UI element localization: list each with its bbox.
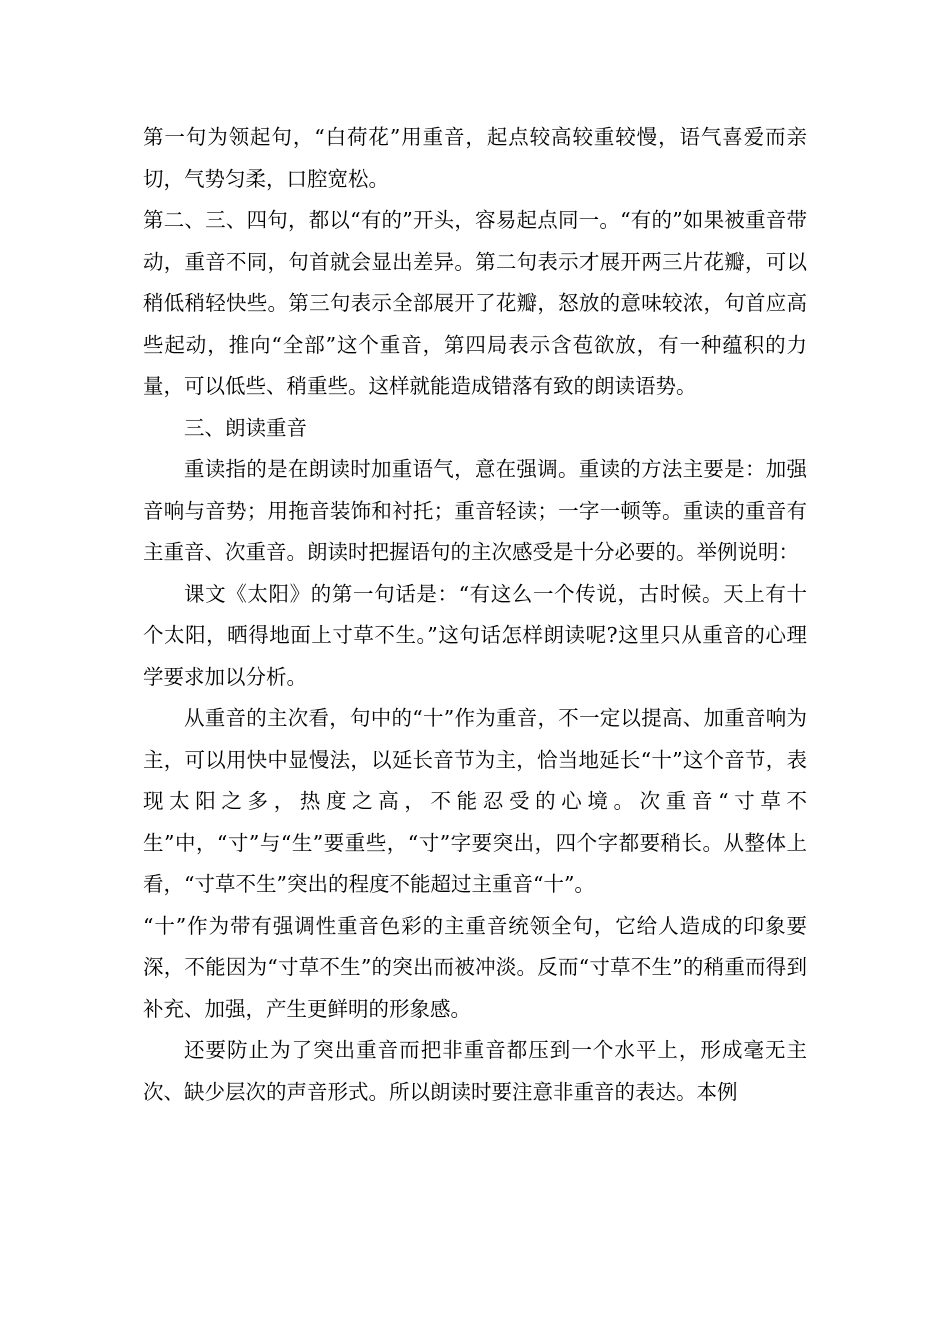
paragraph-3: 重读指的是在朗读时加重语气，意在强调。重读的方法主要是：加强音响与音势；用拖音装饰和衬托；重音轻读；一字一顿等。重读的重音有主重音、次重音。朗读时把握语句的主次感受是十分必要的。举例说明： [143,457,807,564]
paragraph-7: 还要防止为了突出重音而把非重音都压到一个水平上，形成毫无主次、缺少层次的声音形式。所以朗读时要注意非重音的表达。本例 [143,1038,807,1104]
document-page [143,117,807,1113]
paragraph-6: “十”作为带有强调性重音色彩的主重音统领全句，它给人造成的印象要深，不能因为“寸草不生”的突出而被冲淡。反而“寸草不生”的稍重而得到补充、加强，产生更鲜明的形象感。 [143,913,807,1021]
paragraph-4: 课文《太阳》的第一句话是：“有这么一个传说，古时候。天上有十个太阳，晒得地面上寸草不生。”这句话怎样朗读呢?这里只从重音的心理学要求加以分析。 [143,581,807,689]
paragraph-1: 第一句为领起句，“白荷花”用重音，起点较高较重较慢，语气喜爱而亲切，气势匀柔，口腔宽松。 [143,125,807,191]
section-heading: 三、朗读重音 [184,415,307,440]
paragraph-2: 第二、三、四句，都以“有的”开头，容易起点同一。“有的”如果被重音带动，重音不同，句首就会显出差异。第二句表示才展开两三片花瓣，可以稍低稍轻快些。第三句表示全部展开了花瓣，怒放的意味较浓，句首应高些起动，推向“全部”这个重音，第四局表示含苞欲放，有一种蕴积的力量，可以低些、稍重些。这样就能造成错落有致的朗读语势。 [143,208,807,398]
paragraph-5: 从重音的主次看，句中的“十”作为重音，不一定以提高、加重音响为主，可以用快中显慢法，以延长音节为主，恰当地延长“十”这个音节，表现太阳之多，热度之高，不能忍受的心境。次重音“寸草不生”中，“寸”与“生”要重些，“寸”字要突出，四个字都要稍长。从整体上看，“寸草不生”突出的程度不能超过主重音“十”。 [143,706,807,896]
